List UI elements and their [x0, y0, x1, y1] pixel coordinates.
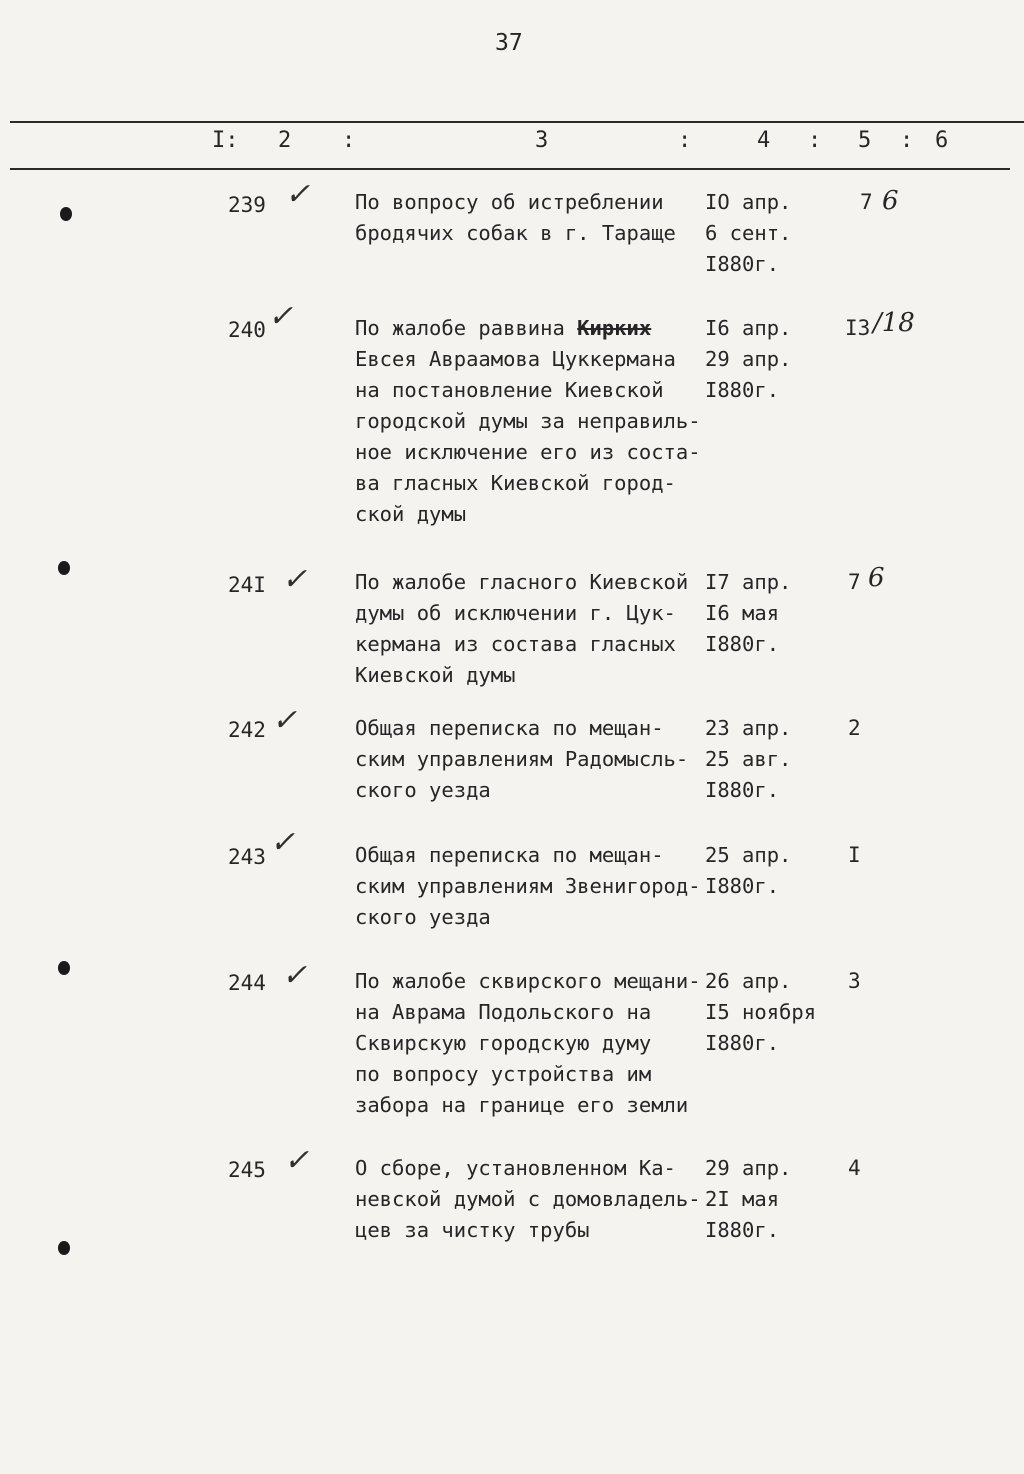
check-mark-icon: ✓ — [272, 703, 298, 738]
check-mark-icon: ✓ — [282, 958, 308, 993]
header-col-1: I: — [212, 128, 239, 153]
check-mark-icon: ✓ — [285, 177, 311, 212]
header-col-6: 6 — [935, 128, 949, 153]
check-mark-icon: ✓ — [284, 1143, 310, 1178]
case-number: 244 — [228, 971, 266, 995]
struck-text: Кирких — [577, 316, 652, 340]
check-mark-icon: ✓ — [282, 562, 308, 597]
handwritten-count: 6 — [882, 186, 899, 216]
header-rule-top — [10, 121, 1024, 123]
header-col-2: 2 — [278, 128, 292, 153]
header-rule-bottom — [10, 168, 1010, 170]
header-col-5: 5 — [858, 128, 872, 153]
case-number: 24I — [228, 573, 266, 597]
sheet-count: 7 — [860, 190, 873, 214]
sheet-count: 7 — [848, 570, 861, 594]
case-description: По вопросу об истреблении бродячих собак в г. Тараще — [355, 190, 676, 245]
case-dates: I6 апр. 29 апр. I880г. — [705, 316, 792, 402]
case-number: 239 — [228, 193, 266, 217]
sheet-count: I3 — [845, 316, 871, 340]
check-mark-icon: ✓ — [268, 299, 294, 334]
header-col-3: 3 — [535, 128, 549, 153]
binder-hole — [58, 1241, 70, 1255]
binder-hole — [60, 207, 72, 221]
case-description: Общая переписка по мещан- ским управлениям Радомысль- ского уезда — [355, 716, 689, 802]
header-separator: : — [678, 128, 692, 153]
case-dates: 23 апр. 25 авг. I880г. — [705, 716, 792, 802]
case-number: 242 — [228, 718, 266, 742]
case-description: По жалобе гласного Киевской думы об исключении г. Цук- кермана из состава гласных Киевской думы — [355, 570, 689, 687]
header-separator: : — [342, 128, 356, 153]
case-dates: 26 апр. I5 ноября I880г. — [705, 969, 817, 1055]
case-dates: I7 апр. I6 мая I880г. — [705, 570, 792, 656]
case-description: По жалобе раввина Кирких Евсея Авраамова Цуккермана на постановление Киевской городской думы за неправиль- ное исключение его из соста- ва гласных Киевской город- ской думы — [355, 316, 701, 526]
case-dates: 25 апр. I880г. — [705, 843, 792, 898]
sheet-count: 4 — [848, 1156, 861, 1180]
case-description: О сборе, установленном Ка- невской думой с домовладель- цев за чистку трубы — [355, 1156, 701, 1242]
case-number: 240 — [228, 318, 266, 342]
handwritten-count: /18 — [873, 308, 915, 338]
check-mark-icon: ✓ — [270, 825, 296, 860]
binder-hole — [58, 961, 70, 975]
header-separator: : — [808, 128, 822, 153]
sheet-count: I — [848, 843, 861, 867]
case-number: 245 — [228, 1158, 266, 1182]
sheet-count: 3 — [848, 969, 861, 993]
case-description: По жалобе сквирского мещани- на Аврама Подольского на Сквирскую городскую думу по вопросу устройства им забора на границе его земли — [355, 969, 701, 1117]
case-dates: 29 апр. 2I мая I880г. — [705, 1156, 792, 1242]
handwritten-count: 6 — [868, 563, 885, 593]
sheet-count: 2 — [848, 716, 861, 740]
case-number: 243 — [228, 845, 266, 869]
header-separator: : — [900, 128, 914, 153]
case-description: Общая переписка по мещан- ским управлениям Звенигород- ского уезда — [355, 843, 701, 929]
binder-hole — [58, 561, 70, 575]
case-dates: IO апр. 6 сент. I880г. — [705, 190, 792, 276]
page-number: 37 — [495, 30, 523, 56]
header-col-4: 4 — [757, 128, 771, 153]
